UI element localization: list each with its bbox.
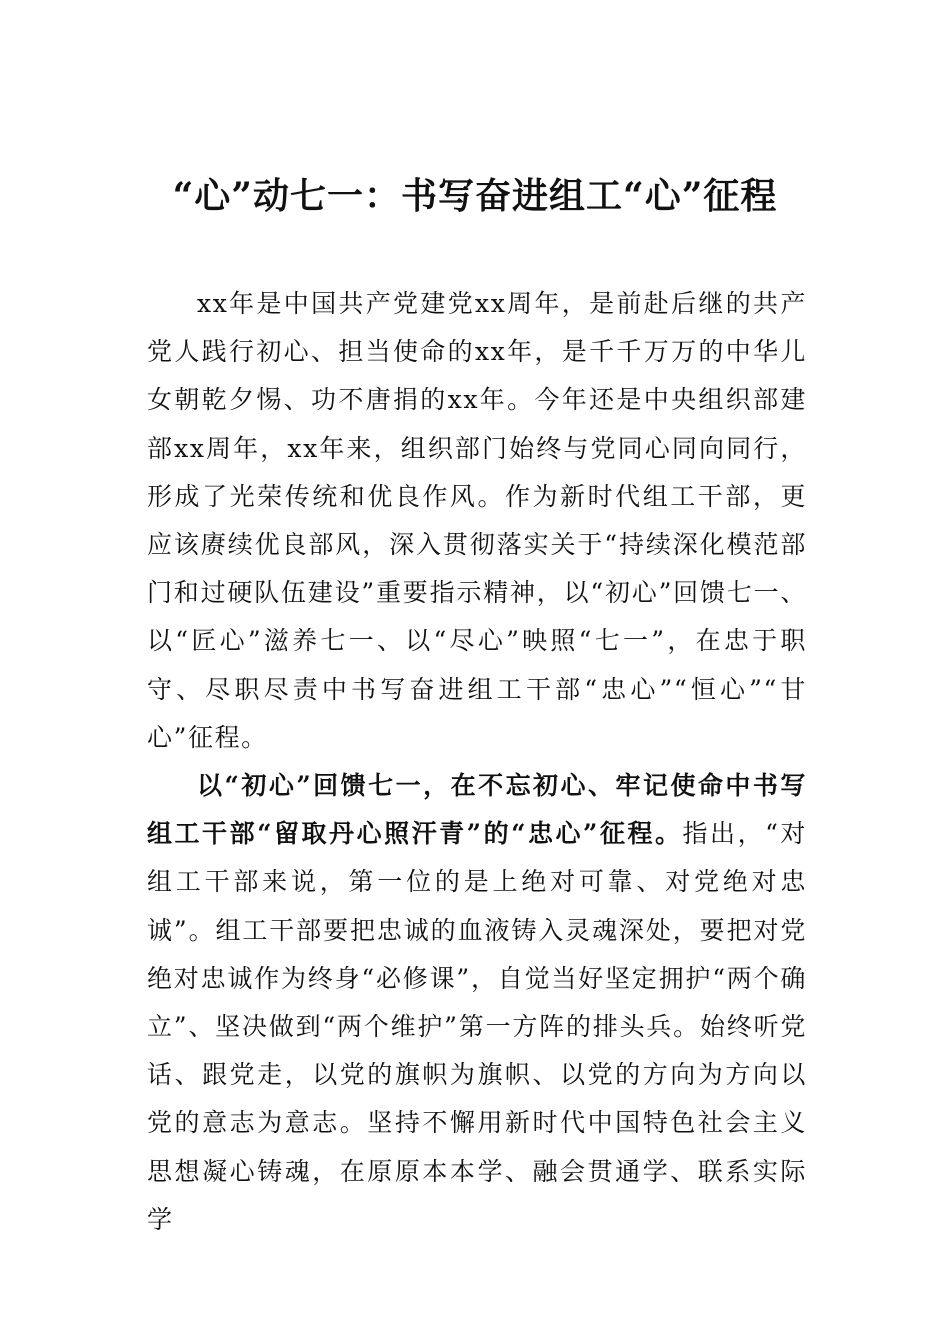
paragraph-intro-text: xx年是中国共产党建党xx周年，是前赴后继的共产党人践行初心、担当使命的xx年，是千千万万的中华儿女朝乾夕惕、功不唐捐的xx年。今年还是中央组织部建部xx周年，xx年来，组织部门始终与党同心同向同行，形成了光荣传统和优良作风。作为新时代组工干部，更应该赓续优良部风，深入贯彻落实关于“持续深化模范部门和过硬队伍建设”重要指示精神，以“初心”回馈七一、以“匠心”滋养七一、以“尽心”映照“七一”，在忠于职守、尽职尽责中书写奋进组工干部“忠心”“恒心”“甘心”征程。: [147, 289, 807, 752]
document-title: “心”动七一：书写奋进组工“心”征程: [172, 175, 778, 217]
paragraph-loyalty-lead: 以“初心”回馈七一，在不忘初心、牢记使命中书写组工干部“留取丹心照汗青”的“忠心”征程。: [147, 771, 807, 849]
document-body: [147, 280, 807, 1244]
paragraph-loyalty: [147, 762, 807, 1244]
paragraph-intro: [147, 280, 807, 762]
paragraph-loyalty-text: 指出，“对组工干部来说，第一位的是上绝对可靠、对党绝对忠诚”。组工干部要把忠诚的血液铸入灵魂深处，要把对党绝对忠诚作为终身“必修课”，自觉当好坚定拥护“两个确立”、坚决做到“两个维护”第一方阵的排头兵。始终听党话、跟党走，以党的旗帜为旗帜、以党的方向为方向以党的意志为意志。坚持不懈用新时代中国特色社会主义思想凝心铸魂，在原原本本学、融会贯通学、联系实际学: [147, 819, 808, 1234]
